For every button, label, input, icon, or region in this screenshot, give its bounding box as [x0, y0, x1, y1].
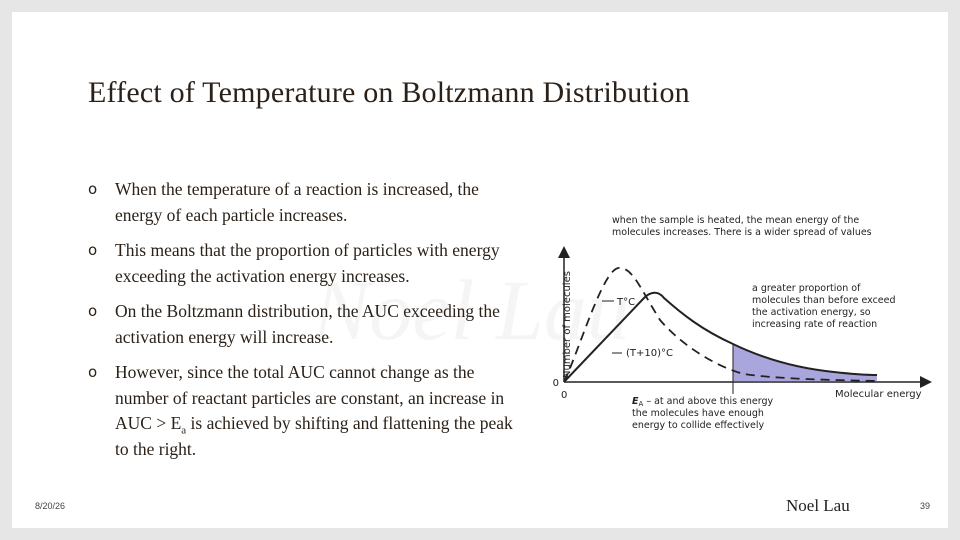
ea-subscript: a	[181, 424, 187, 437]
ea-note: the molecules have enough	[632, 408, 764, 419]
bullet-marker-icon: o	[88, 302, 98, 320]
diagram-caption-top: when the sample is heated, the mean energy of the	[612, 215, 860, 226]
origin-y-label: 0	[552, 378, 559, 389]
page-number: 39	[920, 501, 931, 511]
bullet-text: On the Boltzmann distribution, the AUC exceeding the activation energy will increase.	[115, 301, 500, 347]
ea-note: energy to collide effectively	[632, 420, 765, 431]
ea-symbol: E	[632, 396, 639, 407]
bullet-marker-icon: o	[88, 180, 98, 198]
bullet-list	[88, 177, 518, 472]
bullet-text-part: However, since the total AUC cannot change as the number of reactant particles are constant, an increase in AUC > E	[115, 362, 505, 433]
bullet-item	[88, 238, 518, 289]
proportion-note: increasing rate of reaction	[752, 319, 878, 330]
curve-t10-label: (T+10)°C	[626, 348, 673, 359]
bullet-marker-icon: o	[88, 241, 98, 259]
x-axis-label: Molecular energy	[835, 389, 922, 400]
bullet-item	[88, 177, 518, 228]
bullet-text-part: is achieved by shifting and flattening the peak to the right.	[115, 413, 513, 459]
footer-date: 8/20/26	[35, 501, 66, 511]
proportion-note: the activation energy, so	[752, 307, 871, 318]
curve-t-label: T°C	[617, 297, 636, 308]
y-axis-label: Number of molecules	[562, 271, 573, 378]
boltzmann-diagram	[532, 208, 932, 440]
slide-title: Effect of Temperature on Boltzmann Distribution	[88, 76, 690, 109]
bullet-item	[88, 299, 518, 350]
proportion-note: a greater proportion of	[752, 283, 861, 294]
bullet-text: This means that the proportion of particles with energy exceeding the activation energy increases.	[115, 240, 500, 286]
proportion-note: molecules than before exceed	[752, 295, 896, 306]
bullet-marker-icon: o	[88, 363, 98, 381]
origin-x-label: 0	[561, 390, 568, 401]
bullet-text: When the temperature of a reaction is increased, the energy of each particle increases.	[115, 179, 479, 225]
diagram-caption-top: molecules increases. There is a wider spread of values	[612, 227, 872, 238]
footer-author: Noel Lau	[786, 496, 850, 515]
ea-symbol-subscript: A	[638, 400, 644, 408]
ea-note-text: – at and above this energy	[643, 396, 774, 407]
ea-note	[632, 396, 774, 408]
slide	[12, 12, 948, 528]
bullet-item	[88, 360, 518, 462]
